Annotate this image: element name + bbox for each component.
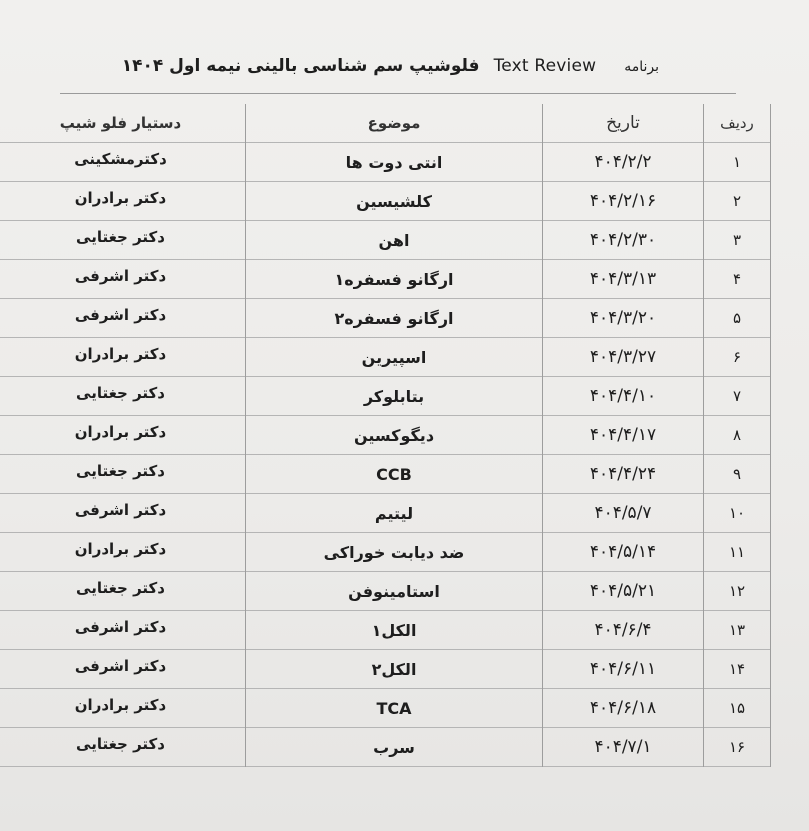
assistant-name: دکتر جغتایی [76, 384, 165, 402]
row-date: ۴۰۴/۳/۱۳ [543, 260, 704, 299]
table-row [0, 221, 771, 260]
row-assistant [0, 338, 246, 377]
row-date: ۴۰۴/۳/۲۷ [543, 338, 704, 377]
table-row [0, 338, 771, 377]
row-assistant [0, 572, 246, 611]
row-assistant [0, 260, 246, 299]
title-main: فلوشیپ سم شناسی بالینی نیمه اول ۱۴۰۴ [121, 56, 480, 76]
table-row [0, 494, 771, 533]
row-number: ۱۶ [704, 728, 771, 767]
table-row [0, 377, 771, 416]
row-number: ۵ [704, 299, 771, 338]
assistant-name: دکتر جغتایی [76, 579, 165, 597]
row-topic: انتی دوت ها [246, 143, 543, 182]
row-assistant [0, 299, 246, 338]
row-topic: الکل۲ [246, 650, 543, 689]
header-date: تاریخ [543, 104, 704, 143]
row-topic: لیتیم [246, 494, 543, 533]
assistant-name: دکتر برادران [74, 423, 167, 441]
assistant-name: دکتر اشرفی [74, 501, 167, 519]
row-date: ۴۰۴/۴/۱۰ [543, 377, 704, 416]
table-row [0, 299, 771, 338]
row-date: ۴۰۴/۶/۱۸ [543, 689, 704, 728]
table-row [0, 260, 771, 299]
row-topic: بتابلوکر [246, 377, 543, 416]
assistant-name: دکتر اشرفی [74, 657, 167, 675]
row-topic: الکل۱ [246, 611, 543, 650]
assistant-name: دکتر اشرفی [74, 618, 167, 636]
row-number: ۱۳ [704, 611, 771, 650]
row-assistant [0, 494, 246, 533]
row-topic: ارگانو فسفره۲ [246, 299, 543, 338]
row-number: ۴ [704, 260, 771, 299]
row-topic: ضد دیابت خوراکی [246, 533, 543, 572]
row-number: ۱۰ [704, 494, 771, 533]
row-date: ۴۰۴/۴/۱۷ [543, 416, 704, 455]
row-topic: اسپیرین [246, 338, 543, 377]
assistant-name: دکترمشکینی [74, 150, 167, 168]
table-row [0, 611, 771, 650]
table-row [0, 416, 771, 455]
row-number: ۸ [704, 416, 771, 455]
row-topic: اهن [246, 221, 543, 260]
assistant-name: دکتر برادران [74, 696, 167, 714]
row-date: ۴۰۴/۲/۱۶ [543, 182, 704, 221]
schedule-table [0, 104, 771, 767]
row-number: ۱۵ [704, 689, 771, 728]
table-header-row [0, 104, 771, 143]
row-date: ۴۰۴/۶/۴ [543, 611, 704, 650]
row-number: ۷ [704, 377, 771, 416]
row-date: ۴۰۴/۶/۱۱ [543, 650, 704, 689]
table-row [0, 182, 771, 221]
page-title [122, 56, 659, 76]
row-number: ۱۴ [704, 650, 771, 689]
row-assistant [0, 221, 246, 260]
row-number: ۱ [704, 143, 771, 182]
row-date: ۴۰۴/۷/۱ [543, 728, 704, 767]
row-topic: CCB [246, 455, 543, 494]
row-date: ۴۰۴/۳/۲۰ [543, 299, 704, 338]
row-number: ۶ [704, 338, 771, 377]
row-assistant [0, 533, 246, 572]
table-row [0, 533, 771, 572]
row-assistant [0, 650, 246, 689]
row-number: ۹ [704, 455, 771, 494]
row-topic: TCA [246, 689, 543, 728]
row-date: ۴۰۴/۵/۱۴ [543, 533, 704, 572]
header-assistant: دستیار فلو شیپ [59, 114, 182, 132]
row-assistant [0, 689, 246, 728]
table-row [0, 143, 771, 182]
row-assistant [0, 182, 246, 221]
row-topic: استامینوفن [246, 572, 543, 611]
row-date: ۴۰۴/۵/۲۱ [543, 572, 704, 611]
title-latin: Text Review [493, 56, 597, 76]
table-row [0, 650, 771, 689]
row-assistant [0, 416, 246, 455]
table-row [0, 572, 771, 611]
row-date: ۴۰۴/۲/۲ [543, 143, 704, 182]
header-topic: موضوع [246, 104, 543, 143]
row-assistant [0, 377, 246, 416]
row-date: ۴۰۴/۲/۳۰ [543, 221, 704, 260]
header-row-no: ردیف [704, 104, 771, 143]
assistant-name: دکتر جغتایی [76, 228, 165, 246]
title-divider [60, 93, 736, 94]
table-row [0, 689, 771, 728]
assistant-name: دکتر برادران [74, 345, 167, 363]
row-assistant [0, 611, 246, 650]
table-row [0, 728, 771, 767]
title-prefix: برنامه [624, 59, 659, 75]
table-row [0, 455, 771, 494]
row-date: ۴۰۴/۴/۲۴ [543, 455, 704, 494]
assistant-name: دکتر اشرفی [74, 267, 167, 285]
assistant-name: دکتر جغتایی [76, 735, 165, 753]
assistant-name: دکتر جغتایی [76, 462, 165, 480]
row-number: ۱۲ [704, 572, 771, 611]
row-assistant [0, 728, 246, 767]
assistant-name: دکتر اشرفی [74, 306, 167, 324]
row-assistant [0, 455, 246, 494]
row-date: ۴۰۴/۵/۷ [543, 494, 704, 533]
assistant-name: دکتر برادران [74, 540, 167, 558]
row-number: ۳ [704, 221, 771, 260]
row-assistant [0, 143, 246, 182]
row-topic: سرب [246, 728, 543, 767]
row-topic: دیگوکسین [246, 416, 543, 455]
row-number: ۲ [704, 182, 771, 221]
row-topic: ارگانو فسفره۱ [246, 260, 543, 299]
assistant-name: دکتر برادران [74, 189, 167, 207]
row-topic: کلشیسین [246, 182, 543, 221]
row-number: ۱۱ [704, 533, 771, 572]
